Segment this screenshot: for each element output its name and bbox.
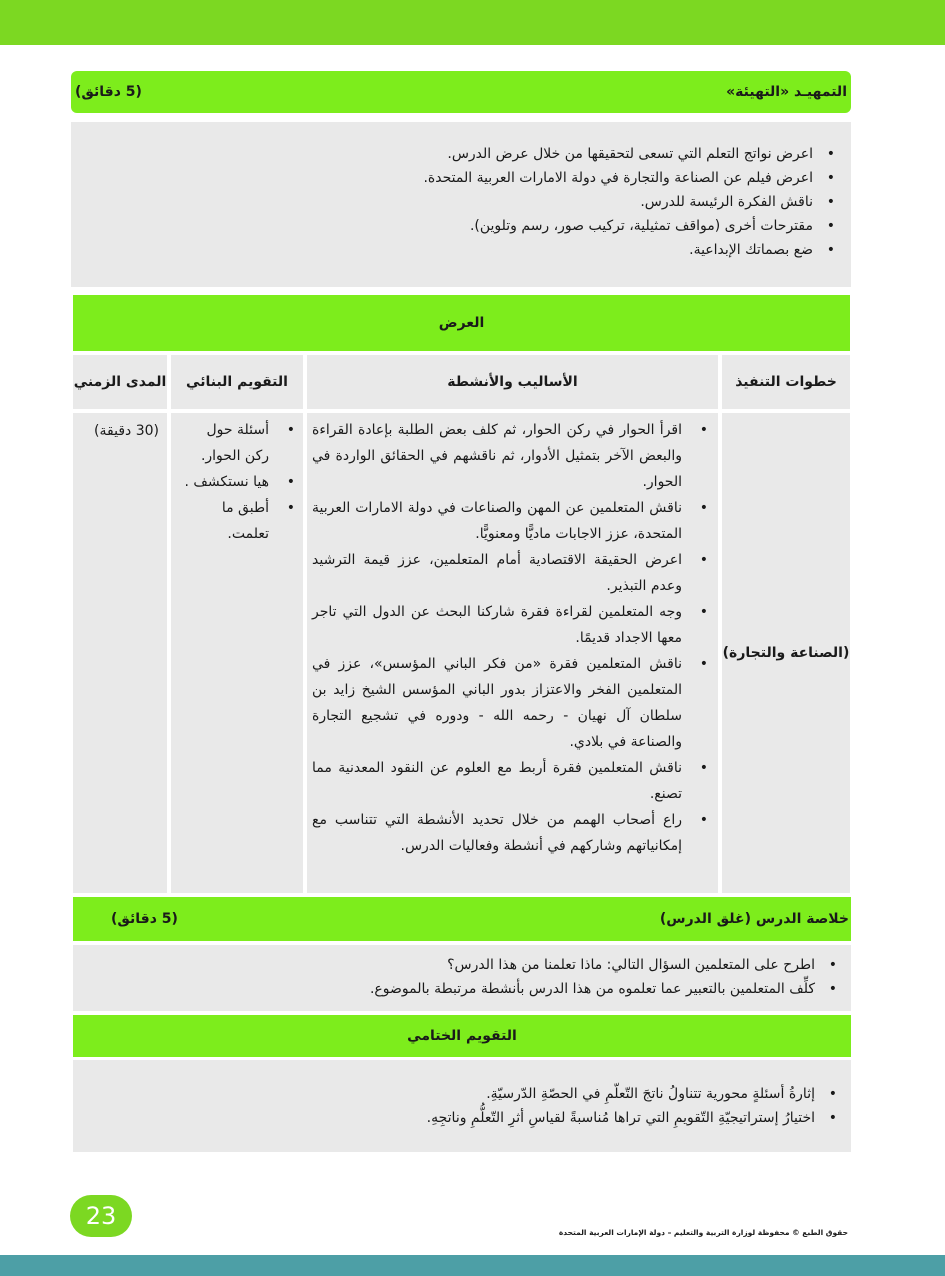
list-item: • ناقش المتعلمين فقرة «من فكر الباني المؤسس»، عزز في المتعلمين الفخر والاعتزاز بدور الباني المؤسس الشيخ زايد بن سلطان آل نهيان - رحمه الله - ودوره في تشجيع التجارة والصناعة في بلادي. bbox=[312, 651, 682, 755]
list-item: • اطرح على المتعلمين السؤال التالي: ماذا تعلمنا من هذا الدرس؟ bbox=[165, 953, 815, 977]
header-time: المدى الزمني bbox=[71, 353, 169, 411]
list-item: • اختيارُ إستراتيجيّةِ التّقويمِ التي تراها مُناسبةً لقياسِ أثرِ التّعلُّمِ وناتجِهِ. bbox=[165, 1106, 815, 1130]
final-evaluation-panel bbox=[73, 1060, 851, 1152]
list-item: • هيا نستكشف . bbox=[179, 469, 269, 495]
list-item: • اقرأ الحوار في ركن الحوار، ثم كلف بعض الطلبة بإعادة القراءة والبعض الآخر بتمثيل الأدوار، ثم ناقشهم في الحقائق الواردة في الحوار. bbox=[312, 417, 682, 495]
copyright-notice: حقوق الطبع © محفوظة لوزارة التربية والتعليم – دولة الإمارات العربية المتحدة bbox=[558, 1228, 848, 1237]
summary-panel bbox=[73, 945, 851, 1011]
summary-duration: (5 دقائق) bbox=[111, 911, 178, 927]
bottom-color-band bbox=[0, 1255, 945, 1276]
presentation-table bbox=[71, 293, 852, 895]
methods-cell bbox=[305, 411, 720, 895]
summary-header bbox=[73, 897, 851, 941]
list-item: • أسئلة حول ركن الحوار. bbox=[179, 417, 269, 469]
list-item: • مقترحات أخرى (مواقف تمثيلية، تركيب صور، رسم وتلوين). bbox=[213, 214, 813, 238]
list-item: • وجه المتعلمين لقراءة فقرة شاركنا البحث عن الدول التي تاجر معها الاجداد قديمًا. bbox=[312, 599, 682, 651]
page-number: 23 bbox=[70, 1195, 132, 1237]
intro-list bbox=[213, 142, 813, 262]
time-cell: (30 دقيقة) bbox=[71, 411, 169, 895]
final-evaluation-list bbox=[165, 1082, 815, 1130]
evaluation-list bbox=[179, 417, 269, 547]
intro-header bbox=[71, 71, 851, 113]
intro-duration: (5 دقائق) bbox=[75, 84, 142, 100]
intro-title: التمهيـد «التهيئة» bbox=[726, 84, 847, 100]
list-item: • اعرض نواتج التعلم التي تسعى لتحقيقها من خلال عرض الدرس. bbox=[213, 142, 813, 166]
list-item: • ناقش المتعلمين فقرة أربط مع العلوم عن النقود المعدنية مما تصنع. bbox=[312, 755, 682, 807]
list-item: • اعرض فيلم عن الصناعة والتجارة في دولة الامارات العربية المتحدة. bbox=[213, 166, 813, 190]
evaluation-cell bbox=[169, 411, 305, 895]
final-evaluation-title: التقويم الختامي bbox=[407, 1028, 517, 1044]
intro-panel bbox=[71, 122, 851, 287]
list-item: • ناقش الفكرة الرئيسة للدرس. bbox=[213, 190, 813, 214]
header-evaluation: التقويم البنائي bbox=[169, 353, 305, 411]
header-methods: الأساليب والأنشطة bbox=[305, 353, 720, 411]
list-item: • ناقش المتعلمين عن المهن والصناعات في دولة الامارات العربية المتحدة، عزز الاجابات ماديًّا ومعنويًّا. bbox=[312, 495, 682, 547]
header-steps: خطوات التنفيذ bbox=[720, 353, 852, 411]
summary-list bbox=[165, 953, 815, 1001]
list-item: • إثارةُ أسئلةٍ محورية تتناولُ ناتجَ التّعلّمِ في الحصّةِ الدّرسيّةِ. bbox=[165, 1082, 815, 1106]
summary-title: خلاصة الدرس (غلق الدرس) bbox=[659, 911, 849, 927]
list-item: • اعرض الحقيقة الاقتصادية أمام المتعلمين، عزز قيمة الترشيد وعدم التبذير. bbox=[312, 547, 682, 599]
presentation-title: العرض bbox=[71, 293, 852, 353]
list-item: • راع أصحاب الهمم من خلال تحديد الأنشطة التي تتناسب مع إمكانياتهم وشاركهم في أنشطة وفعاليات الدرس. bbox=[312, 807, 682, 859]
list-item: • كلِّف المتعلمين بالتعبير عما تعلموه من هذا الدرس بأنشطة مرتبطة بالموضوع. bbox=[165, 977, 815, 1001]
methods-list bbox=[312, 417, 682, 859]
list-item: • ضع بصماتك الإبداعية. bbox=[213, 238, 813, 262]
list-item: • أطبق ما تعلمت. bbox=[179, 495, 269, 547]
top-color-band bbox=[0, 0, 945, 45]
final-evaluation-header bbox=[73, 1015, 851, 1057]
steps-cell: (الصناعة والتجارة) bbox=[720, 411, 852, 895]
